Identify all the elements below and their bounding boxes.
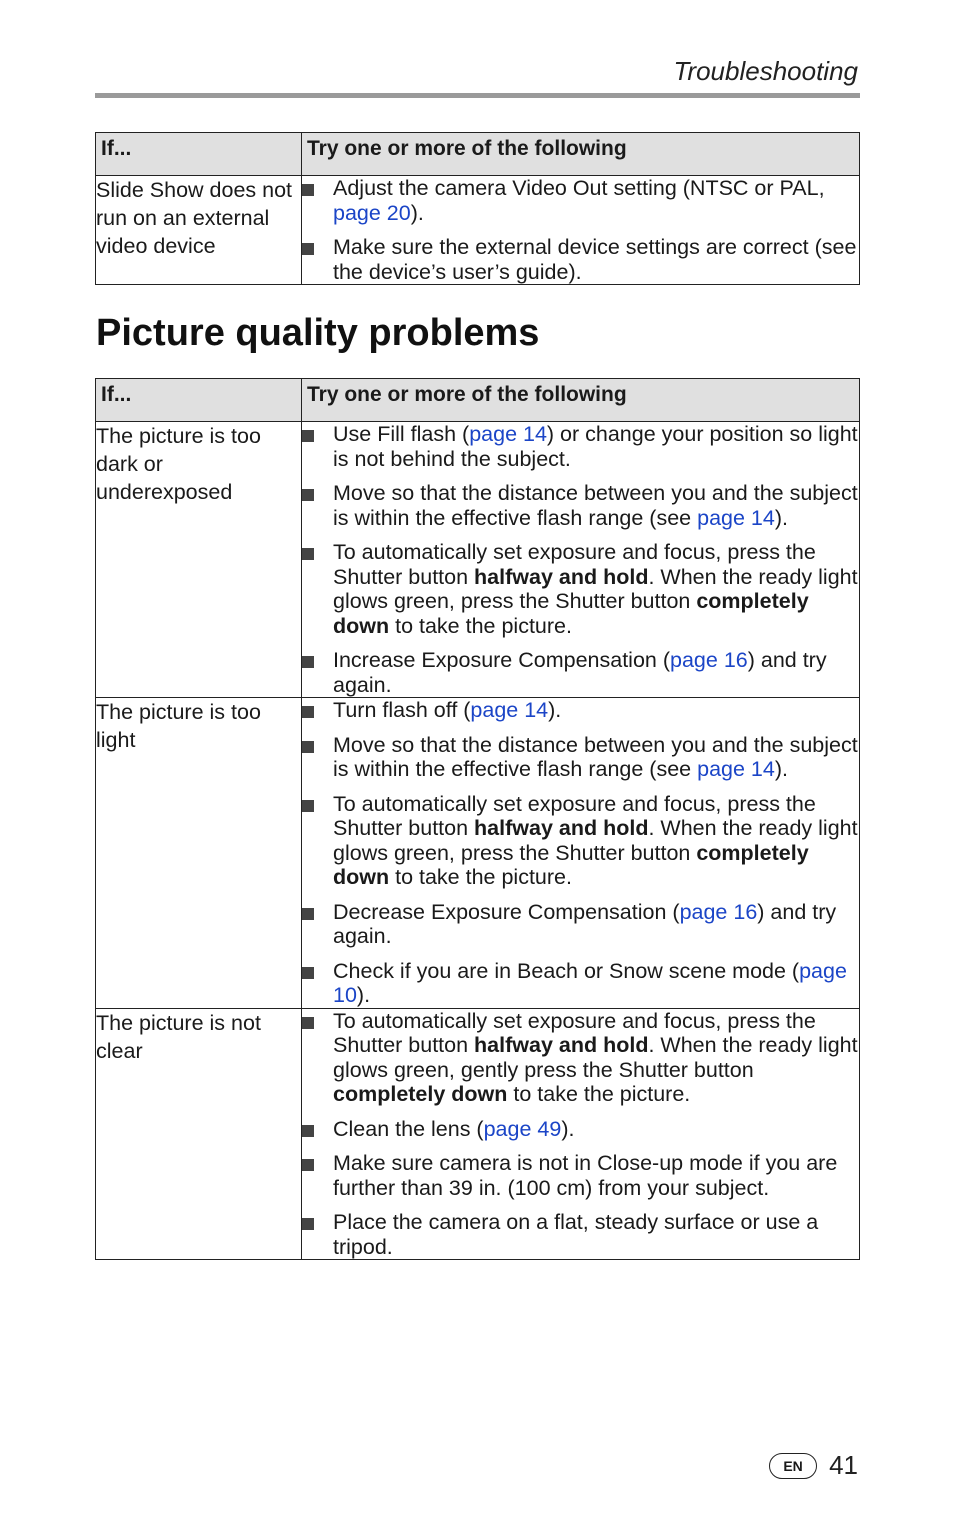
emphasis-text: halfway and hold (474, 1033, 649, 1057)
item-text: Turn flash off ( (333, 698, 471, 722)
table-row (96, 1008, 860, 1260)
table-row (96, 422, 860, 698)
list-item (302, 235, 859, 284)
item-text: To automatically set exposure and focus, press the Shutter button (333, 1008, 816, 1057)
list-item (302, 698, 859, 723)
square-bullet-icon (302, 1125, 314, 1137)
item-text: ) or change your position so light is not behind the subject. (333, 422, 858, 471)
square-bullet-icon (302, 1017, 314, 1029)
item-text: To automatically set exposure and focus, press the Shutter button (333, 540, 816, 589)
item-text: Increase Exposure Compensation ( (333, 648, 671, 672)
slideshow-troubleshooting-table (95, 132, 860, 285)
solution-list (302, 1009, 859, 1260)
item-text: Move so that the distance between you and the subject is within the effective flash range (see (333, 732, 858, 781)
page-link[interactable]: page 16 (670, 648, 748, 672)
square-bullet-icon (302, 548, 314, 560)
page-link[interactable]: page 14 (697, 505, 775, 530)
item-text: Make sure camera is not in Close-up mode if you are further than 39 in. (100 cm) from your subject. (333, 1151, 838, 1200)
item-text: . When the ready light glows green, press the Shutter button (333, 564, 858, 613)
solution-list (302, 698, 859, 1008)
item-text: Use Fill flash ( (333, 422, 470, 446)
list-item (302, 422, 859, 471)
square-bullet-icon (302, 489, 314, 501)
column-header-if: If... (96, 379, 302, 422)
list-item (302, 540, 859, 638)
list-item (302, 900, 859, 949)
emphasis-text: completely down (333, 840, 809, 889)
solutions-cell (302, 1008, 860, 1260)
page-link[interactable]: page 20 (333, 200, 411, 225)
item-text: ). (356, 983, 371, 1007)
list-item (302, 792, 859, 890)
item-text: ). (774, 757, 788, 781)
item-text: to take the picture. (507, 1082, 691, 1106)
table-header-row (96, 133, 860, 176)
list-item (302, 1210, 859, 1259)
item-text: ). (548, 698, 562, 722)
item-text: to take the picture. (389, 613, 572, 638)
square-bullet-icon (302, 656, 314, 668)
page-number: 41 (829, 1450, 858, 1480)
item-text: ). (774, 505, 788, 530)
list-item (302, 1009, 859, 1107)
page-link[interactable]: page 14 (469, 422, 547, 446)
item-text: Clean the lens ( (333, 1116, 484, 1141)
list-item (302, 176, 859, 225)
item-text: ). (561, 1116, 575, 1141)
item-text: Check if you are in Beach or Snow scene mode ( (333, 958, 800, 983)
square-bullet-icon (302, 1159, 314, 1171)
header-rule (95, 93, 860, 98)
page-link[interactable]: page 49 (483, 1116, 562, 1141)
emphasis-text: halfway and hold (474, 816, 649, 840)
square-bullet-icon (302, 430, 314, 442)
table-row (96, 698, 860, 1009)
condition-cell: The picture is too dark or underexposed (96, 422, 302, 698)
item-text: ) and try again. (333, 648, 827, 697)
page-link[interactable]: page 16 (679, 899, 758, 924)
emphasis-text: completely down (333, 1082, 508, 1106)
item-text: . When the ready light glows green, gently press the Shutter button (333, 1033, 858, 1082)
square-bullet-icon (302, 243, 314, 255)
running-header: Troubleshooting (673, 56, 858, 86)
condition-cell: The picture is not clear (96, 1008, 302, 1260)
item-text: Adjust the camera Video Out setting (NTSC or PAL, (333, 176, 825, 200)
item-text: To automatically set exposure and focus, press the Shutter button (333, 791, 816, 840)
column-header-try: Try one or more of the following (302, 379, 860, 422)
emphasis-text: completely down (333, 589, 809, 638)
emphasis-text: halfway and hold (474, 564, 649, 589)
solution-list (302, 176, 859, 284)
solutions-cell (302, 422, 860, 698)
item-text: Move so that the distance between you and the subject is within the effective flash range (see (333, 481, 858, 530)
page-link[interactable]: page 14 (697, 757, 775, 781)
language-badge: EN (769, 1453, 817, 1479)
condition-cell: Slide Show does not run on an external video device (96, 176, 302, 285)
solutions-cell (302, 176, 860, 285)
page-link[interactable]: page 14 (470, 698, 549, 722)
list-item (302, 1151, 859, 1200)
item-text: ) and try again. (333, 899, 837, 948)
table-header-row (96, 379, 860, 422)
square-bullet-icon (302, 800, 314, 812)
list-item (302, 959, 859, 1008)
column-header-try: Try one or more of the following (302, 133, 860, 176)
table-row (96, 176, 860, 285)
solutions-cell (302, 698, 860, 1009)
item-text: Make sure the external device settings are correct (see the device’s user’s guide). (333, 235, 857, 284)
item-text: to take the picture. (389, 865, 572, 889)
item-text: Decrease Exposure Compensation ( (333, 899, 680, 924)
square-bullet-icon (302, 184, 314, 196)
picture-quality-table (95, 378, 860, 1260)
square-bullet-icon (302, 908, 314, 920)
item-text: . When the ready light glows green, press the Shutter button (333, 816, 858, 865)
page-link[interactable]: page 10 (333, 958, 847, 1007)
square-bullet-icon (302, 1218, 314, 1230)
square-bullet-icon (302, 741, 314, 753)
condition-cell: The picture is too light (96, 698, 302, 1009)
item-text: ). (410, 200, 424, 225)
page-footer (769, 1450, 858, 1481)
list-item (302, 1117, 859, 1142)
column-header-if: If... (96, 133, 302, 176)
solution-list (302, 422, 859, 697)
list-item (302, 648, 859, 697)
square-bullet-icon (302, 706, 314, 718)
section-title: Picture quality problems (96, 312, 540, 354)
square-bullet-icon (302, 967, 314, 979)
list-item (302, 481, 859, 530)
list-item (302, 733, 859, 782)
item-text: Place the camera on a flat, steady surface or use a tripod. (333, 1210, 819, 1259)
